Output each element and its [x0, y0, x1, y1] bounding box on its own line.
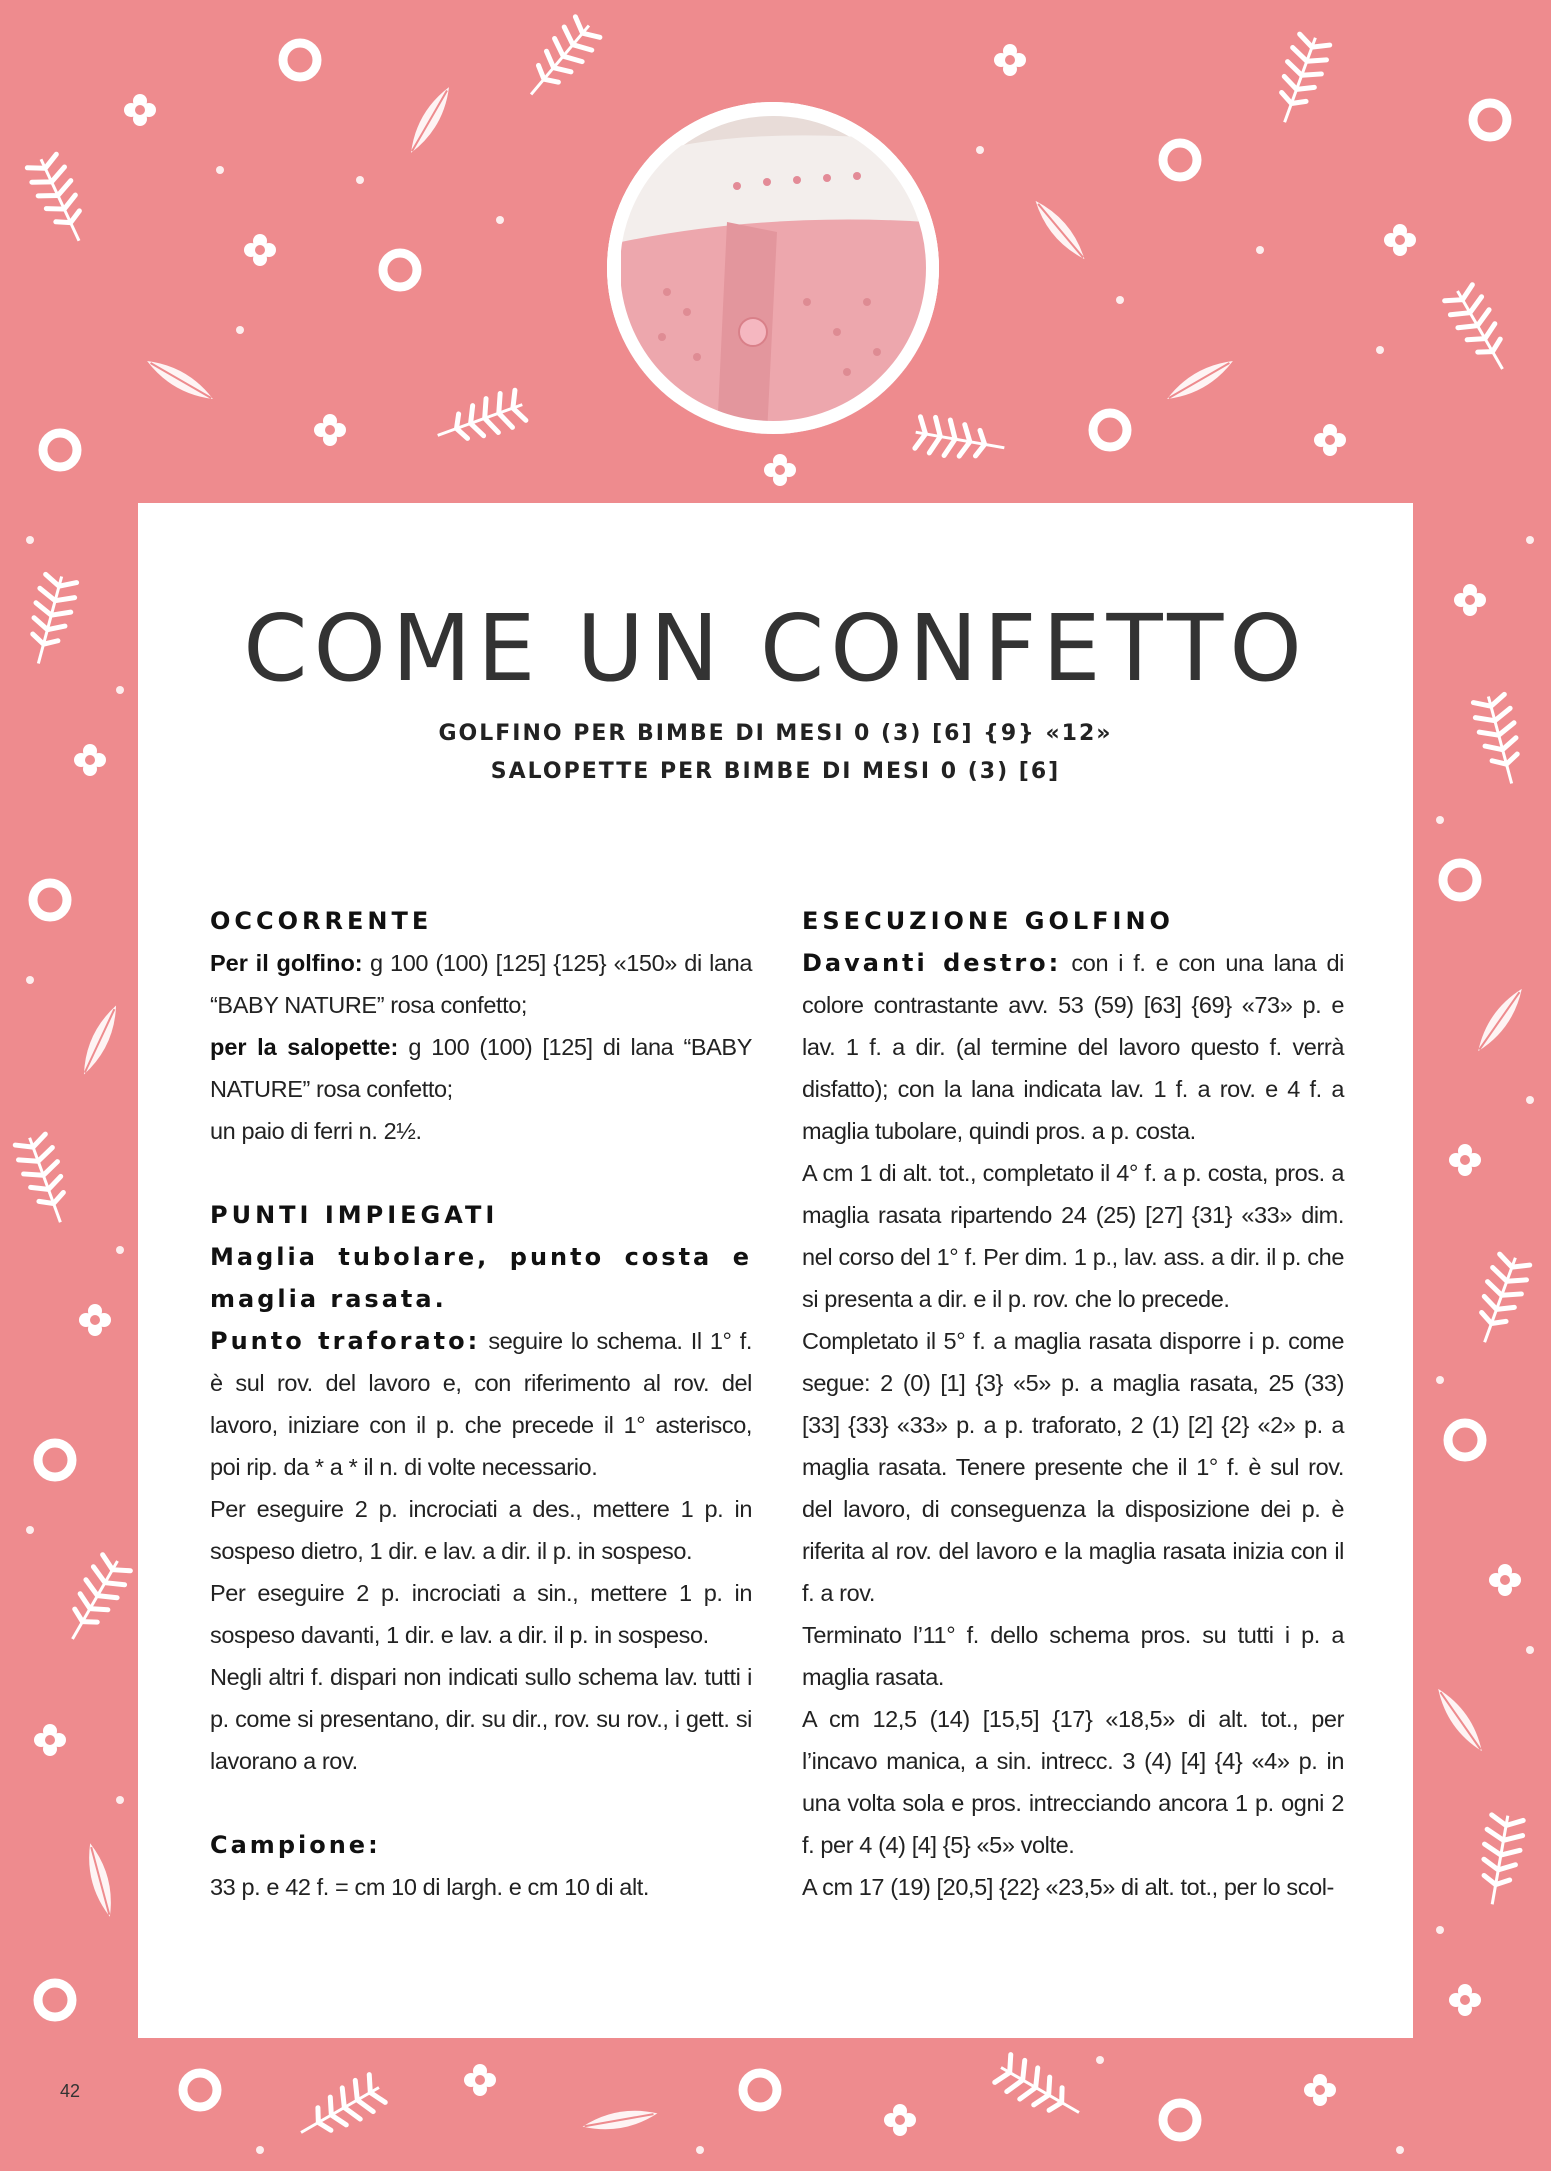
davanti-text: con i f. e con una lana di colore contrastante avv. 53 (59) [63] {69} «73» p. e lav. 1 f. a dir. (al termine del lavoro questo f. verrà disfatto); con la lana indicata lav. 1 f. a rov. e 4 f. a maglia tubolare, quindi pros. a p. costa.	[802, 950, 1344, 1144]
salopette-text: g 100 (100) [125] di lana “BABY NATURE” rosa confetto;	[210, 1034, 752, 1102]
left-column	[210, 900, 752, 1908]
page-subtitle	[138, 715, 1413, 791]
campione-text: 33 p. e 42 f. = cm 10 di largh. e cm 10 di alt.	[210, 1874, 650, 1900]
esecuzione-paragraph-6: A cm 17 (19) [20,5] {22} «23,5» di alt. tot., per lo scol-	[802, 1874, 1334, 1900]
occorrente-heading: OCCORRENTE	[210, 907, 433, 935]
occorrente-salopette	[210, 1026, 752, 1110]
davanti-destro-paragraph	[802, 942, 1344, 1152]
punto-traforato-paragraph	[210, 1320, 752, 1488]
esecuzione-paragraph-3: Completato il 5° f. a maglia rasata disporre i p. come segue: 2 (0) [1] {3} «5» p. a maglia rasata, 25 (33) [33] {33} «33» p. a p. traforato, 2 (1) [2] {2} «2» p. a maglia rasata. Tenere presente che il 1° f. è sul rov. del lavoro, di conseguenza la disposizione dei p. è riferita al rov. del lavoro e la maglia rasata inizia con il f. a rov.	[802, 1328, 1344, 1606]
page-title: COME UN CONFETTO	[243, 595, 1308, 702]
altri-ferri-paragraph: Negli altri f. dispari non indicati sullo schema lav. tutti i p. come si presentano, dir. su dir., rov. su rov., i gett. si lavorano a rov.	[210, 1664, 752, 1774]
right-column	[802, 900, 1344, 1908]
occorrente-ferri: un paio di ferri n. 2½.	[210, 1118, 422, 1144]
spacer	[210, 1782, 752, 1824]
incrociati-des-paragraph: Per eseguire 2 p. incrociati a des., mettere 1 p. in sospeso dietro, 1 dir. e lav. a dir. il p. in sospeso.	[210, 1496, 752, 1564]
page-number: 42	[60, 2081, 81, 2101]
incrociati-sin-paragraph: Per eseguire 2 p. incrociati a sin., mettere 1 p. in sospeso davanti, 1 dir. e lav. a dir. il p. in sospeso.	[210, 1580, 752, 1648]
esecuzione-paragraph-2: A cm 1 di alt. tot., completato il 4° f. a p. costa, pros. a maglia rasata ripartendo 24 (25) [27] {31} «33» dim. nel corso del 1° f. Per dim. 1 p., lav. ass. a dir. il p. che si presenta a dir. e il p. rov. che lo precede.	[802, 1160, 1344, 1312]
knitted-cardigan-detail-image	[607, 102, 939, 434]
occorrente-golfino	[210, 942, 752, 1026]
knitwear-photo	[607, 102, 939, 434]
golfino-text: g 100 (100) [125] {125} «150» di lana “BABY NATURE” rosa confetto;	[210, 950, 752, 1018]
esecuzione-paragraph-5: A cm 12,5 (14) [15,5] {17} «18,5» di alt. tot., per l’incavo manica, a sin. intrecc. 3 (4) [4] {4} «4» p. in una volta sola e pros. intrecciando ancora 1 p. ogni 2 f. per 4 (4) [4] {5} «5» volte.	[802, 1706, 1344, 1858]
subtitle-line-salopette: SALOPETTE PER BIMBE DI MESI 0 (3) [6]	[490, 759, 1061, 784]
golfino-label: Per il golfino:	[210, 950, 363, 976]
davanti-label: Davanti destro:	[802, 949, 1062, 977]
salopette-label: per la salopette:	[210, 1034, 399, 1060]
esecuzione-paragraph-4: Terminato l’11° f. dello schema pros. su tutti i p. a maglia rasata.	[802, 1622, 1344, 1690]
punti-heading: PUNTI IMPIEGATI	[210, 1201, 499, 1229]
traforato-text: seguire lo schema. Il 1° f. è sul rov. del lavoro e, con riferimento al rov. del lavoro, iniziare con il p. che precede il 1° asterisco, poi rip. da * a * il n. di volte necessario.	[210, 1328, 752, 1480]
subtitle-line-golfino: GOLFINO PER BIMBE DI MESI 0 (3) [6] {9} «12»	[438, 721, 1113, 746]
esecuzione-heading: ESECUZIONE GOLFINO	[802, 907, 1174, 935]
campione-heading: Campione:	[210, 1831, 381, 1859]
traforato-label: Punto traforato:	[210, 1327, 481, 1355]
spacer	[210, 1152, 752, 1194]
article-card	[138, 503, 1413, 2038]
punti-subheading: Maglia tubolare, punto costa e maglia rasata.	[210, 1243, 752, 1313]
